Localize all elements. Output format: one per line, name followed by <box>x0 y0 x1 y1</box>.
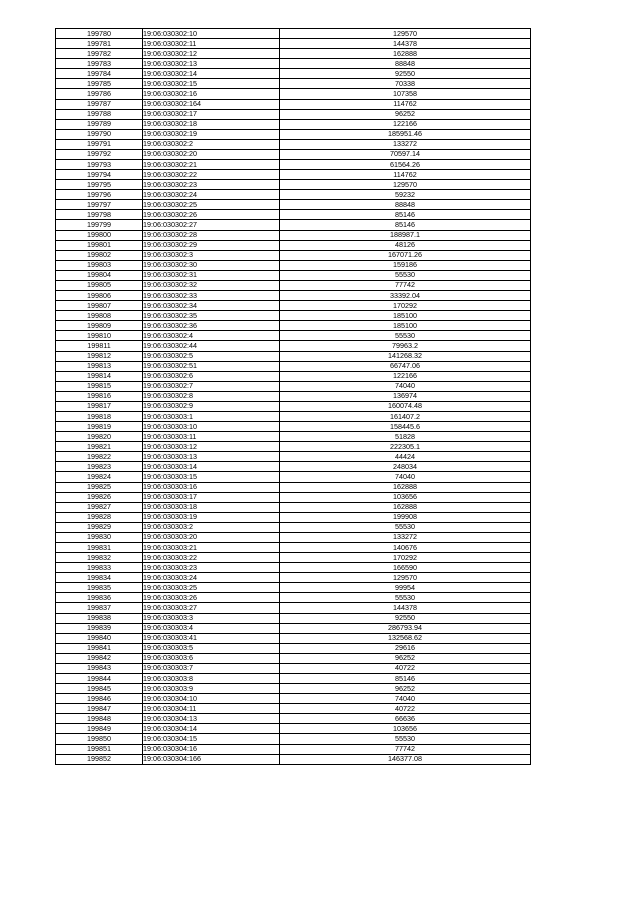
row-id-cell: 199787 <box>56 99 143 109</box>
table-row <box>56 69 531 79</box>
table-row <box>56 502 531 512</box>
value-cell: 70338 <box>280 79 531 89</box>
row-id-cell: 199808 <box>56 311 143 321</box>
value-cell: 85146 <box>280 674 531 684</box>
table-row <box>56 160 531 170</box>
table-row <box>56 623 531 633</box>
row-id-cell: 199839 <box>56 623 143 633</box>
value-cell: 88848 <box>280 200 531 210</box>
row-id-cell: 199844 <box>56 674 143 684</box>
row-id-cell: 199831 <box>56 542 143 552</box>
value-cell: 92550 <box>280 69 531 79</box>
value-cell: 33392.04 <box>280 291 531 301</box>
table-body <box>56 29 531 765</box>
value-cell: 107358 <box>280 89 531 99</box>
table-row <box>56 674 531 684</box>
row-id-cell: 199825 <box>56 482 143 492</box>
table-row <box>56 331 531 341</box>
value-cell: 160074.48 <box>280 401 531 411</box>
value-cell: 77742 <box>280 744 531 754</box>
row-id-cell: 199806 <box>56 291 143 301</box>
value-cell: 141268.32 <box>280 351 531 361</box>
value-cell: 103656 <box>280 724 531 734</box>
cadastral-number-cell: 19:06:030303:2 <box>143 522 280 532</box>
row-id-cell: 199834 <box>56 573 143 583</box>
cadastral-number-cell: 19:06:030302:51 <box>143 361 280 371</box>
value-cell: 159186 <box>280 260 531 270</box>
cadastral-number-cell: 19:06:030302:33 <box>143 291 280 301</box>
value-cell: 146377.08 <box>280 754 531 764</box>
row-id-cell: 199800 <box>56 230 143 240</box>
row-id-cell: 199780 <box>56 29 143 39</box>
cadastral-number-cell: 19:06:030302:10 <box>143 29 280 39</box>
table-row <box>56 603 531 613</box>
table-row <box>56 694 531 704</box>
table-row <box>56 280 531 290</box>
value-cell: 92550 <box>280 613 531 623</box>
cadastral-number-cell: 19:06:030303:3 <box>143 613 280 623</box>
value-cell: 144378 <box>280 39 531 49</box>
cadastral-number-cell: 19:06:030304:15 <box>143 734 280 744</box>
value-cell: 161407.2 <box>280 411 531 421</box>
cadastral-number-cell: 19:06:030303:14 <box>143 462 280 472</box>
row-id-cell: 199810 <box>56 331 143 341</box>
value-cell: 48126 <box>280 240 531 250</box>
table-row <box>56 512 531 522</box>
cadastral-number-cell: 19:06:030303:5 <box>143 643 280 653</box>
value-cell: 74040 <box>280 472 531 482</box>
table-row <box>56 39 531 49</box>
row-id-cell: 199819 <box>56 422 143 432</box>
cadastral-number-cell: 19:06:030303:23 <box>143 563 280 573</box>
row-id-cell: 199832 <box>56 553 143 563</box>
table-row <box>56 422 531 432</box>
row-id-cell: 199797 <box>56 200 143 210</box>
cadastral-number-cell: 19:06:030302:44 <box>143 341 280 351</box>
table-row <box>56 311 531 321</box>
cadastral-number-cell: 19:06:030302:26 <box>143 210 280 220</box>
cadastral-number-cell: 19:06:030302:8 <box>143 391 280 401</box>
table-row <box>56 129 531 139</box>
table-row <box>56 59 531 69</box>
row-id-cell: 199812 <box>56 351 143 361</box>
value-cell: 96252 <box>280 684 531 694</box>
table-row <box>56 643 531 653</box>
table-row <box>56 200 531 210</box>
value-cell: 55530 <box>280 522 531 532</box>
table-row <box>56 250 531 260</box>
cadastral-number-cell: 19:06:030303:25 <box>143 583 280 593</box>
cadastral-number-cell: 19:06:030303:1 <box>143 411 280 421</box>
table-row <box>56 291 531 301</box>
cadastral-number-cell: 19:06:030302:11 <box>143 39 280 49</box>
value-cell: 167071.26 <box>280 250 531 260</box>
cadastral-number-cell: 19:06:030303:15 <box>143 472 280 482</box>
row-id-cell: 199840 <box>56 633 143 643</box>
row-id-cell: 199845 <box>56 684 143 694</box>
value-cell: 55530 <box>280 593 531 603</box>
table-row <box>56 89 531 99</box>
table-row <box>56 482 531 492</box>
value-cell: 170292 <box>280 553 531 563</box>
value-cell: 162888 <box>280 482 531 492</box>
table-row <box>56 29 531 39</box>
cadastral-number-cell: 19:06:030303:18 <box>143 502 280 512</box>
row-id-cell: 199824 <box>56 472 143 482</box>
row-id-cell: 199798 <box>56 210 143 220</box>
cadastral-number-cell: 19:06:030303:7 <box>143 663 280 673</box>
value-cell: 222305.1 <box>280 442 531 452</box>
cadastral-number-cell: 19:06:030302:3 <box>143 250 280 260</box>
row-id-cell: 199799 <box>56 220 143 230</box>
table-row <box>56 361 531 371</box>
cadastral-number-cell: 19:06:030302:23 <box>143 180 280 190</box>
row-id-cell: 199809 <box>56 321 143 331</box>
value-cell: 185951.46 <box>280 129 531 139</box>
value-cell: 170292 <box>280 301 531 311</box>
value-cell: 129570 <box>280 180 531 190</box>
row-id-cell: 199827 <box>56 502 143 512</box>
row-id-cell: 199846 <box>56 694 143 704</box>
row-id-cell: 199790 <box>56 129 143 139</box>
value-cell: 55530 <box>280 331 531 341</box>
table-row <box>56 220 531 230</box>
cadastral-number-cell: 19:06:030302:27 <box>143 220 280 230</box>
value-cell: 129570 <box>280 29 531 39</box>
value-cell: 162888 <box>280 502 531 512</box>
cadastral-number-cell: 19:06:030303:26 <box>143 593 280 603</box>
table-row <box>56 99 531 109</box>
table-row <box>56 190 531 200</box>
value-cell: 140676 <box>280 542 531 552</box>
row-id-cell: 199784 <box>56 69 143 79</box>
cadastral-number-cell: 19:06:030302:15 <box>143 79 280 89</box>
row-id-cell: 199805 <box>56 280 143 290</box>
row-id-cell: 199850 <box>56 734 143 744</box>
value-cell: 66747.06 <box>280 361 531 371</box>
table-row <box>56 754 531 764</box>
cadastral-number-cell: 19:06:030302:31 <box>143 270 280 280</box>
cadastral-number-cell: 19:06:030303:27 <box>143 603 280 613</box>
cadastral-number-cell: 19:06:030302:29 <box>143 240 280 250</box>
table-row <box>56 734 531 744</box>
cadastral-number-cell: 19:06:030303:12 <box>143 442 280 452</box>
cadastral-number-cell: 19:06:030302:22 <box>143 170 280 180</box>
row-id-cell: 199781 <box>56 39 143 49</box>
value-cell: 74040 <box>280 694 531 704</box>
value-cell: 51828 <box>280 432 531 442</box>
value-cell: 132568.62 <box>280 633 531 643</box>
value-cell: 133272 <box>280 139 531 149</box>
row-id-cell: 199821 <box>56 442 143 452</box>
table-row <box>56 452 531 462</box>
row-id-cell: 199829 <box>56 522 143 532</box>
value-cell: 85146 <box>280 210 531 220</box>
cadastral-number-cell: 19:06:030302:36 <box>143 321 280 331</box>
table-row <box>56 653 531 663</box>
row-id-cell: 199788 <box>56 109 143 119</box>
cadastral-number-cell: 19:06:030302:34 <box>143 301 280 311</box>
cadastral-number-cell: 19:06:030303:16 <box>143 482 280 492</box>
value-cell: 286793.94 <box>280 623 531 633</box>
row-id-cell: 199815 <box>56 381 143 391</box>
row-id-cell: 199789 <box>56 119 143 129</box>
table-row <box>56 351 531 361</box>
table-row <box>56 411 531 421</box>
value-cell: 40722 <box>280 704 531 714</box>
table-row <box>56 704 531 714</box>
table-row <box>56 149 531 159</box>
cadastral-number-cell: 19:06:030302:30 <box>143 260 280 270</box>
value-cell: 103656 <box>280 492 531 502</box>
cadastral-number-cell: 19:06:030303:21 <box>143 542 280 552</box>
cadastral-number-cell: 19:06:030303:22 <box>143 553 280 563</box>
row-id-cell: 199804 <box>56 270 143 280</box>
table-row <box>56 180 531 190</box>
table-row <box>56 321 531 331</box>
row-id-cell: 199795 <box>56 180 143 190</box>
value-cell: 55530 <box>280 270 531 280</box>
row-id-cell: 199818 <box>56 411 143 421</box>
cadastral-number-cell: 19:06:030302:18 <box>143 119 280 129</box>
value-cell: 248034 <box>280 462 531 472</box>
cadastral-number-cell: 19:06:030302:28 <box>143 230 280 240</box>
table-row <box>56 724 531 734</box>
table-row <box>56 401 531 411</box>
row-id-cell: 199841 <box>56 643 143 653</box>
data-table <box>55 28 531 765</box>
row-id-cell: 199836 <box>56 593 143 603</box>
row-id-cell: 199801 <box>56 240 143 250</box>
cadastral-number-cell: 19:06:030303:9 <box>143 684 280 694</box>
table-row <box>56 442 531 452</box>
row-id-cell: 199835 <box>56 583 143 593</box>
row-id-cell: 199816 <box>56 391 143 401</box>
cadastral-number-cell: 19:06:030304:166 <box>143 754 280 764</box>
row-id-cell: 199783 <box>56 59 143 69</box>
cadastral-number-cell: 19:06:030302:12 <box>143 49 280 59</box>
row-id-cell: 199782 <box>56 49 143 59</box>
value-cell: 133272 <box>280 532 531 542</box>
row-id-cell: 199792 <box>56 149 143 159</box>
row-id-cell: 199807 <box>56 301 143 311</box>
row-id-cell: 199794 <box>56 170 143 180</box>
table-row <box>56 532 531 542</box>
cadastral-number-cell: 19:06:030303:11 <box>143 432 280 442</box>
table-row <box>56 260 531 270</box>
value-cell: 70597.14 <box>280 149 531 159</box>
value-cell: 199908 <box>280 512 531 522</box>
table-row <box>56 583 531 593</box>
row-id-cell: 199796 <box>56 190 143 200</box>
cadastral-number-cell: 19:06:030303:19 <box>143 512 280 522</box>
cadastral-number-cell: 19:06:030302:14 <box>143 69 280 79</box>
value-cell: 40722 <box>280 663 531 673</box>
table-row <box>56 391 531 401</box>
value-cell: 55530 <box>280 734 531 744</box>
value-cell: 44424 <box>280 452 531 462</box>
row-id-cell: 199802 <box>56 250 143 260</box>
value-cell: 129570 <box>280 573 531 583</box>
table-row <box>56 270 531 280</box>
value-cell: 122166 <box>280 371 531 381</box>
table-row <box>56 663 531 673</box>
table-row <box>56 49 531 59</box>
table-row <box>56 744 531 754</box>
cadastral-number-cell: 19:06:030302:7 <box>143 381 280 391</box>
row-id-cell: 199851 <box>56 744 143 754</box>
row-id-cell: 199817 <box>56 401 143 411</box>
row-id-cell: 199838 <box>56 613 143 623</box>
row-id-cell: 199813 <box>56 361 143 371</box>
value-cell: 66636 <box>280 714 531 724</box>
row-id-cell: 199848 <box>56 714 143 724</box>
cadastral-number-cell: 19:06:030302:20 <box>143 149 280 159</box>
value-cell: 185100 <box>280 321 531 331</box>
cadastral-number-cell: 19:06:030304:14 <box>143 724 280 734</box>
cadastral-number-cell: 19:06:030303:10 <box>143 422 280 432</box>
cadastral-number-cell: 19:06:030302:164 <box>143 99 280 109</box>
cadastral-number-cell: 19:06:030302:32 <box>143 280 280 290</box>
table-row <box>56 119 531 129</box>
table-row <box>56 613 531 623</box>
row-id-cell: 199785 <box>56 79 143 89</box>
row-id-cell: 199822 <box>56 452 143 462</box>
table-row <box>56 553 531 563</box>
table-row <box>56 714 531 724</box>
cadastral-number-cell: 19:06:030302:4 <box>143 331 280 341</box>
value-cell: 166590 <box>280 563 531 573</box>
row-id-cell: 199793 <box>56 160 143 170</box>
row-id-cell: 199786 <box>56 89 143 99</box>
value-cell: 144378 <box>280 603 531 613</box>
value-cell: 158445.6 <box>280 422 531 432</box>
table-row <box>56 542 531 552</box>
row-id-cell: 199833 <box>56 563 143 573</box>
table-row <box>56 492 531 502</box>
cadastral-number-cell: 19:06:030303:41 <box>143 633 280 643</box>
row-id-cell: 199823 <box>56 462 143 472</box>
table-row <box>56 593 531 603</box>
value-cell: 96252 <box>280 109 531 119</box>
table-row <box>56 472 531 482</box>
row-id-cell: 199814 <box>56 371 143 381</box>
table-row <box>56 79 531 89</box>
cadastral-number-cell: 19:06:030304:10 <box>143 694 280 704</box>
cadastral-number-cell: 19:06:030302:17 <box>143 109 280 119</box>
value-cell: 29616 <box>280 643 531 653</box>
cadastral-number-cell: 19:06:030304:11 <box>143 704 280 714</box>
cadastral-number-cell: 19:06:030302:2 <box>143 139 280 149</box>
cadastral-number-cell: 19:06:030302:9 <box>143 401 280 411</box>
value-cell: 136974 <box>280 391 531 401</box>
row-id-cell: 199820 <box>56 432 143 442</box>
value-cell: 188987.1 <box>280 230 531 240</box>
cadastral-number-cell: 19:06:030303:13 <box>143 452 280 462</box>
value-cell: 162888 <box>280 49 531 59</box>
cadastral-number-cell: 19:06:030302:25 <box>143 200 280 210</box>
table-row <box>56 371 531 381</box>
table-row <box>56 170 531 180</box>
row-id-cell: 199830 <box>56 532 143 542</box>
row-id-cell: 199849 <box>56 724 143 734</box>
value-cell: 77742 <box>280 280 531 290</box>
cadastral-number-cell: 19:06:030304:16 <box>143 744 280 754</box>
table-row <box>56 462 531 472</box>
value-cell: 79963.2 <box>280 341 531 351</box>
cadastral-number-cell: 19:06:030302:24 <box>143 190 280 200</box>
cadastral-number-cell: 19:06:030302:19 <box>143 129 280 139</box>
table-row <box>56 381 531 391</box>
value-cell: 88848 <box>280 59 531 69</box>
cadastral-number-cell: 19:06:030303:8 <box>143 674 280 684</box>
row-id-cell: 199828 <box>56 512 143 522</box>
value-cell: 96252 <box>280 653 531 663</box>
row-id-cell: 199791 <box>56 139 143 149</box>
table-row <box>56 210 531 220</box>
cadastral-number-cell: 19:06:030304:13 <box>143 714 280 724</box>
table-row <box>56 240 531 250</box>
table-row <box>56 341 531 351</box>
cadastral-number-cell: 19:06:030302:21 <box>143 160 280 170</box>
value-cell: 122166 <box>280 119 531 129</box>
table-row <box>56 684 531 694</box>
row-id-cell: 199803 <box>56 260 143 270</box>
table-row <box>56 139 531 149</box>
row-id-cell: 199826 <box>56 492 143 502</box>
cadastral-number-cell: 19:06:030303:17 <box>143 492 280 502</box>
row-id-cell: 199852 <box>56 754 143 764</box>
cadastral-number-cell: 19:06:030303:4 <box>143 623 280 633</box>
table-row <box>56 522 531 532</box>
row-id-cell: 199811 <box>56 341 143 351</box>
cadastral-number-cell: 19:06:030302:6 <box>143 371 280 381</box>
cadastral-number-cell: 19:06:030302:16 <box>143 89 280 99</box>
cadastral-number-cell: 19:06:030302:35 <box>143 311 280 321</box>
table-row <box>56 301 531 311</box>
table-row <box>56 230 531 240</box>
value-cell: 114762 <box>280 170 531 180</box>
row-id-cell: 199843 <box>56 663 143 673</box>
row-id-cell: 199847 <box>56 704 143 714</box>
table-row <box>56 563 531 573</box>
value-cell: 74040 <box>280 381 531 391</box>
row-id-cell: 199842 <box>56 653 143 663</box>
cadastral-number-cell: 19:06:030302:5 <box>143 351 280 361</box>
value-cell: 61564.26 <box>280 160 531 170</box>
table-row <box>56 633 531 643</box>
value-cell: 85146 <box>280 220 531 230</box>
value-cell: 59232 <box>280 190 531 200</box>
cadastral-number-cell: 19:06:030303:20 <box>143 532 280 542</box>
table-row <box>56 432 531 442</box>
table-row <box>56 573 531 583</box>
value-cell: 99954 <box>280 583 531 593</box>
value-cell: 114762 <box>280 99 531 109</box>
cadastral-number-cell: 19:06:030303:6 <box>143 653 280 663</box>
value-cell: 185100 <box>280 311 531 321</box>
cadastral-number-cell: 19:06:030303:24 <box>143 573 280 583</box>
cadastral-number-cell: 19:06:030302:13 <box>143 59 280 69</box>
row-id-cell: 199837 <box>56 603 143 613</box>
table-row <box>56 109 531 119</box>
